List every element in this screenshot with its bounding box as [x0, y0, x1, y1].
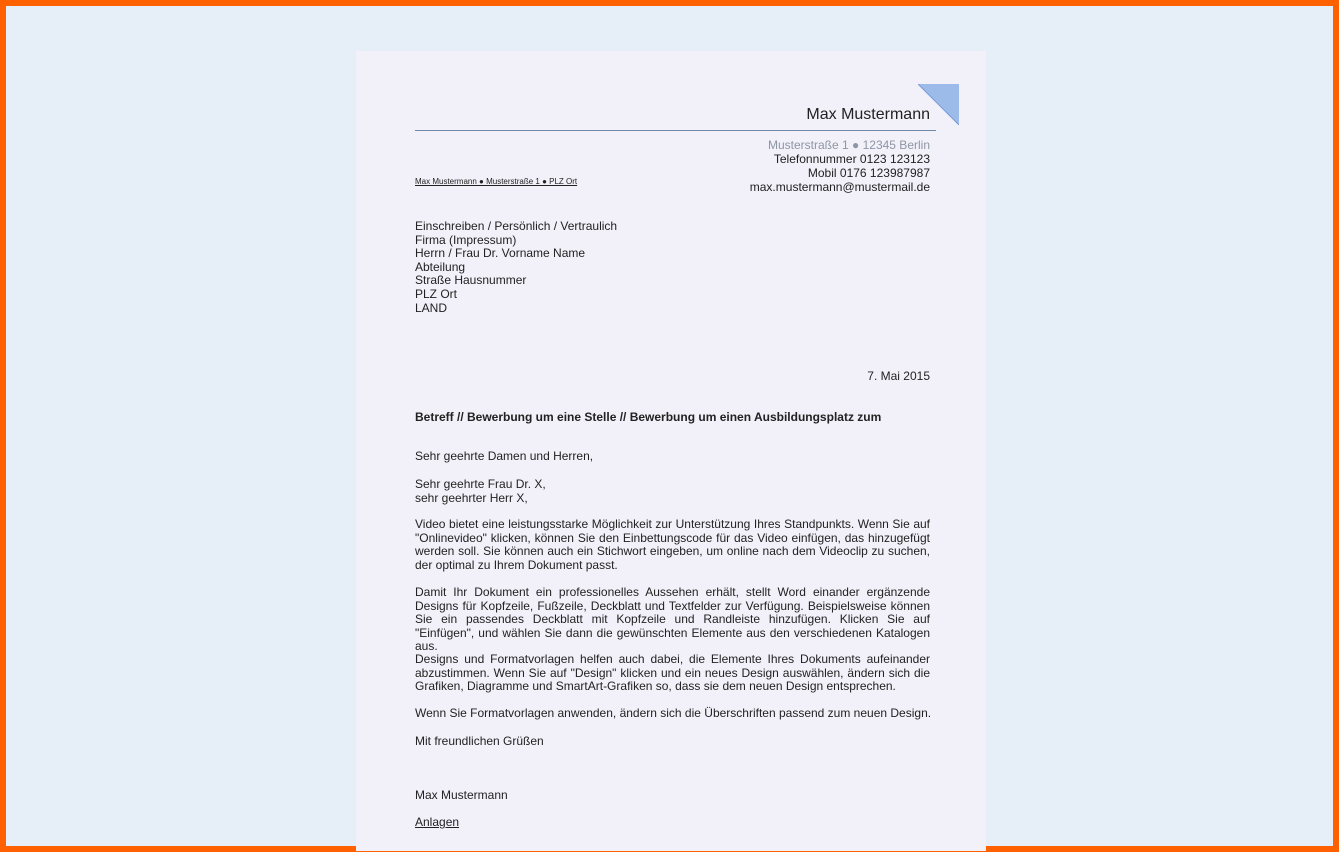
- recipient-line: Firma (Impressum): [415, 232, 517, 247]
- recipient-line: Einschreiben / Persönlich / Vertraulich: [415, 219, 618, 233]
- recipient-line: Herrn / Frau Dr. Vorname Name: [415, 246, 586, 261]
- sender-email: max.mustermann@mustermail.de: [749, 180, 930, 194]
- recipient-line: Straße Hausnummer: [415, 273, 527, 288]
- body-paragraph: Designs und Formatvorlagen helfen auch dabei, die Elemente Ihres Dokuments aufeinander abzustimmen. Wenn Sie auf "Design" klicken und ein neues Design auswählen, ändern sich die Grafiken, Diagramme und SmartArt-Grafiken so, dass sie dem neuen Design entsprechen.: [415, 652, 930, 694]
- signature-name: Max Mustermann: [415, 788, 508, 802]
- closing: Mit freundlichen Grüßen: [415, 734, 544, 748]
- salutation-alt: [415, 478, 930, 505]
- letter-subject: Betreff // Bewerbung um eine Stelle // Bewerbung um einen Ausbildungsplatz zum: [415, 410, 882, 424]
- salutation-alt-line: sehr geehrter Herr X,: [415, 490, 528, 505]
- body-paragraph: Damit Ihr Dokument ein professionelles Aussehen erhält, stellt Word einander ergänzende Designs für Kopfzeile, Fußzeile, Deckblatt und Textfelder zur Verfügung. Beispielsweise können Sie ein passendes Deckblatt mit Kopfzeile und Randleiste hinzufügen. Klicken Sie auf "Einfügen", und wählen Sie dann die gewünschten Elemente aus den verschiedenen Katalogen aus.: [415, 585, 930, 654]
- letter-page: [356, 51, 986, 851]
- recipient-line: Abteilung: [415, 259, 466, 274]
- sender-phone: Telefonnummer 0123 123123: [773, 152, 930, 166]
- salutation-alt-line: Sehr geehrte Frau Dr. X,: [415, 477, 546, 491]
- body-paragraph: Video bietet eine leistungsstarke Möglichkeit zur Unterstützung Ihres Standpunkts. Wenn Sie auf "Onlinevideo" klicken, können Sie den Einbettungscode für das Video einfügen, das hinzugefügt werden soll. Sie können auch ein Stichwort eingeben, um online nach dem Videoclip zu suchen, der optimal zu Ihrem Dokument passt.: [415, 517, 930, 572]
- sender-mobile: Mobil 0176 123987987: [807, 166, 930, 180]
- recipient-block: [415, 220, 617, 315]
- recipient-line: PLZ Ort: [415, 286, 458, 301]
- sender-address: Musterstraße 1 ● 12345 Berlin: [768, 138, 930, 152]
- header-rule: [415, 130, 936, 131]
- sender-contact-block: [750, 138, 930, 194]
- recipient-line: LAND: [415, 300, 448, 315]
- sender-name-heading: Max Mustermann: [806, 106, 930, 123]
- body-paragraph: Wenn Sie Formatvorlagen anwenden, ändern sich die Überschriften passend zum neuen Design.: [415, 706, 932, 720]
- letter-date: 7. Mai 2015: [867, 369, 930, 383]
- attachments-link[interactable]: Anlagen: [415, 815, 460, 829]
- return-address-line: Max Mustermann ● Musterstraße 1 ● PLZ Ort: [415, 177, 578, 186]
- salutation: Sehr geehrte Damen und Herren,: [415, 449, 594, 463]
